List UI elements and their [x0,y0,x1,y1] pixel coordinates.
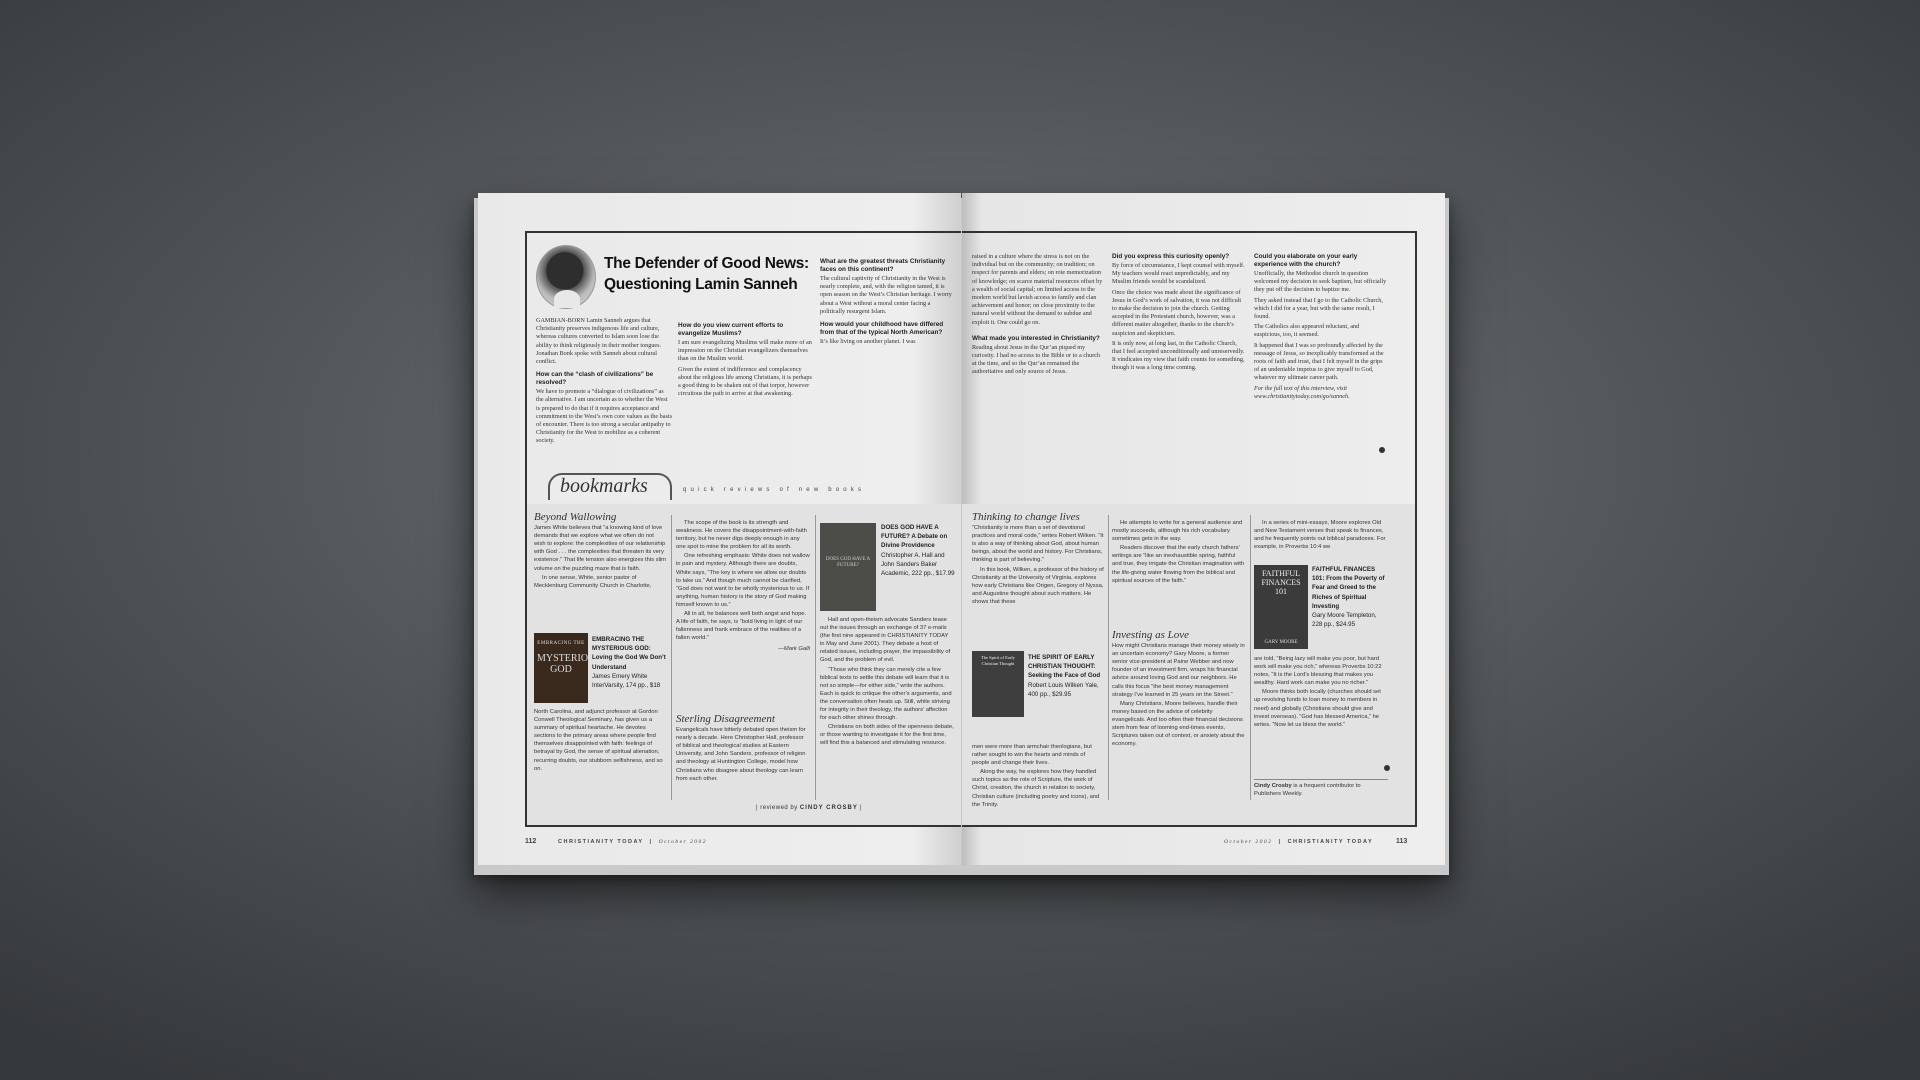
review-3-column-1b [972,743,1104,808]
answer-greatest-threats: The cultural captivity of Christianity in the West is nearly complete, and, with the religion tamed, it is open season on the West’s Christian heritage. I worry about a West without a moral center facing a politically resurgent Islam. [820,275,952,315]
review-heading-beyond-wallowing: Beyond Wallowing [534,511,617,523]
answer-clash-of-civilizations: We have to promote a “dialogue of civilizations” as the alternative. I am uncertain as to whether the West is prepared to do that if it requires acceptance and commitment to the West’s own core values as the basis of encounter. There is too strong a secular antipathy to Christianity for the West to mobilize as a coherent society. [536,388,672,445]
review-1-column-1b [534,708,666,798]
left-page [478,193,961,865]
review-heading-investing-as-love: Investing as Love [1112,629,1189,641]
end-mark-icon [1379,447,1385,453]
book-cover-does-god-have-a-future: DOES GOD HAVE A FUTURE? [820,523,876,611]
interview-column-5 [1112,253,1246,451]
review-paragraph: Hall and open-theism advocate Sanders tease out the issues through an exchange of 37 e-mails (the first nine appeared in CHRISTIANITY TODAY in May and June 2001). They debate a host of related issues, including prayer, the impassibility of God, and the problem of evil. [820,617,951,664]
review-heading-thinking-to-change-lives: Thinking to change lives [972,511,1080,523]
review-paragraph: Along the way, he explores how they handled such topics as the role of Scripture, the work of Christ, creation, the church in relation to society, Christian culture (including poetry and icons), and the Trinity. [972,769,1100,808]
interview-column-4 [972,253,1104,451]
answer-early-experience-4: It happened that I was so profoundly affected by the message of Jesus, so inexplicably transformed at the roots of faith and trust, that I felt myself in the grips of an undeniable impetus to give myself to God, whatever my ultimate career path. [1254,341,1384,382]
review-4-column-2 [1112,629,1246,801]
review-signature: —Mark Galli [778,646,810,653]
page-number-right: 113 [1396,838,1408,845]
full-text-web-note: For the full text of this interview, visit www.christianitytoday.com/go/sanneh. [1254,384,1350,400]
column-divider [1250,515,1251,800]
answer-curiosity-openly: By force of circumstance, I kept counsel with myself. My teachers would react unpredictably, and my Muslim friends would be scandalized. [1112,262,1245,286]
interview-column-3 [820,253,954,451]
contributor-note: Cindy Crosby is a frequent contributor to Publishers Weekly. [1254,779,1388,801]
review-1-column-1a [534,511,666,629]
review-2-column-2 [676,713,810,803]
review-paragraph: In this book, Wilken, a professor of the history of Christianity at the University of Virginia, explores how early Christians like Origen, Gregory of Nyssa, and Augustine thought about such matters. He shows that these [972,566,1104,605]
question-early-experience: Could you elaborate on your early experience with the church? [1254,253,1358,268]
review-paragraph: Moore thinks both locally (churches should set up revolving funds to loan money to members in need) and globally (Christians should give and invest overseas). “God has blessed America,” he writes. “Now let us bless the world.” [1254,689,1381,728]
interview-column-2 [678,317,814,451]
column-divider [815,515,816,800]
article-title: The Defender of Good News: Questioning Lamin Sanneh [604,255,809,293]
review-paragraph: How might Christians manage their money wisely in an uncertain economy? Gary Moore, a former senior vice-president at Paine Webber and now founder of an investment firm, wraps his financial advice around loving God and our neighbors. He calls this focus “the best money management strategy I’ve learned in 25 years on the Street.” [1112,643,1245,698]
answer-early-experience-2: They asked instead that I go to the Catholic Church, which I did for a year, but with the same result, I found. [1254,296,1383,321]
right-page-footer: October 2002 | CHRISTIANITY TODAY [1224,839,1374,845]
review-paragraph: “Christianity is more than a set of devotional practices and moral code,” writes Robert Wilken. “It is also a way of thinking about God, about human beings, about the world and history. For Christians, thinking is part of believing.” [972,525,1104,564]
review-paragraph: North Carolina, and adjunct professor at Gordon Conwell Theological Seminary, has given us a summary of spiritual heartache. He devotes sections to the primary areas where people find themselves disappointed with faith: feelings of betrayal by God, the sense of spiritual alienation, recurring doubts, our stubborn selfishness, and so on. [534,709,663,772]
question-childhood: How would your childhood have differed from that of the typical North American? [820,321,944,337]
review-4-column-3a [1254,519,1388,559]
review-heading-sterling-disagreement: Sterling Disagreement [676,713,775,725]
answer-curiosity-openly-3: It is only now, at long last, in the Catholic Church, that I feel accepted unconditionally and unreservedly. It vindicates my view that faith counts for something, though it was a long time coming. [1112,339,1245,372]
review-paragraph: Readers discover that the early church fathers’ writings are “like an inexhaustible spring, faithful and true, they irrigate the Christian imagination with the life-giving water flowing from the biblical and spiritual sources of the faith.” [1112,545,1245,584]
question-clash-of-civilizations: How can the “clash of civilizations” be resolved? [536,371,654,387]
question-greatest-threats: What are the greatest threats Christianity faces on this continent? [820,258,946,273]
question-interest-in-christianity: What made you interested in Christianity? [972,334,1100,342]
review-2-column-3 [820,616,954,801]
book-info-spirit-of-early-christian-thought: THE SPIRIT OF EARLY CHRISTIAN THOUGHT: Seeking the Face of God Robert Louis Wilken Yale, 400 pp., $29.95 [1028,654,1101,698]
interview-column-6 [1254,253,1388,451]
answer-early-experience-3: The Catholics also appeared reluctant, and suspicious, too, it seemed. [1254,323,1360,339]
review-paragraph: In one sense, White, senior pastor of Mecklenburg Community Church in Charlotte, [534,574,652,589]
column-divider [671,515,672,800]
answer-evangelize-muslims: I am sure evangelizing Muslims will make more of an impression on the Christian evangelizers themselves than on the Muslim world. [678,339,812,363]
end-mark-icon [1384,765,1390,771]
answer-childhood-continued: raised in a culture where the stress is not on the individual but on the community; on tradition; on respect for parents and elders; on rote memorization of knowledge; on scarce material resources offset by a wealth of social capital; on limited access to the modern world but lavish access to family and clan achievement and honor; on close proximity to the natural world without the demand to subdue and exploit it. One could go on. [972,253,1103,326]
reviewer-credit: | reviewed by CINDY CROSBY | [756,805,863,811]
page-number-left: 112 [525,838,537,845]
book-info-embracing-the-mysterious-god: EMBRACING THE MYSTERIOUS GOD: Loving the God We Don’t Understand James Emery White InterVarsity, 174 pp., $18 [592,636,666,690]
intro-paragraph: GAMBIAN-BORN Lamin Sanneh argues that Christianity preserves indigenous life and culture, whereas cultures converted to Islam soon lose the ability to think religiously in their mother tongues. Jonathan Bonk spoke with Sanneh about cultural conflict. [536,317,662,366]
lamin-sanneh-portrait [536,245,596,309]
review-paragraph: “Those who think they can merely cite a few biblical texts to settle this debate will learn that it is not so simple—for either side,” write the authors. Each is quick to critique the other’s arguments, and the conversation often heats up. Still, while striving for integrity in their theology, the authors’ affection for each other shines through. [820,666,952,722]
answer-evangelize-muslims-2: Given the extent of indifference and complacency about the religious life among Christians, it is perhaps a good thing to be shaken out of that torpor, however circuitous the path to arrive at that awakening. [678,365,812,398]
column-divider [1108,515,1109,800]
book-cover-spirit-of-early-christian-thought: The Spirit of Early Christian Thought [972,651,1024,717]
review-4-column-3b [1254,655,1388,773]
review-3-column-2 [1112,519,1246,627]
interview-column-1 [536,317,672,451]
review-paragraph: The scope of the book is its strength and weakness. He covers the disappointment-with-faith territory, but he never digs deeply enough in any one spot to mine the problem for all its worth. [676,520,807,551]
review-paragraph: Many Christians, Moore believes, handle their money based on the advice of celebrity evangelicals. And too often their financial decisions stem from fear of looming end-times events, Scriptures taken out of context, or anxiety about the economy. [1112,700,1245,748]
review-paragraph: men were more than armchair theologians, but rather sought to win the hearts and minds of people and change their lives. [972,744,1092,767]
left-page-footer: CHRISTIANITY TODAY | October 2002 [558,839,708,845]
review-paragraph: In a series of mini-essays, Moore explores Old and New Testament verses that speak to finances, and he frequently points out biblical paradoxes. For example, in Proverbs 10:4 we [1254,520,1386,551]
answer-curiosity-openly-2: Once the choice was made about the significance of Jesus in God’s work of salvation, it was not difficult to make the decision to join the church. Getting accepted in the Protestant church, however, was a different matter altogether, thanks to the church’s suspicion and skepticism. [1112,288,1242,337]
review-1-column-2 [676,519,810,709]
review-3-column-1a [972,511,1104,645]
answer-interest-in-christianity: Reading about Jesus in the Qur’an piqued my curiosity. I had no access to the Bible or to a church at the time, and so the Qur’an remained the authoritative and only source of Jesus. [972,343,1101,376]
book-cover-faithful-finances-101: FAITHFUL FINANCES 101 GARY MOORE [1254,565,1308,649]
bookmarks-subheading: quick reviews of new books [683,487,866,493]
bookmarks-heading: bookmarks [560,475,648,497]
answer-early-experience: Unofficially, the Methodist church in question welcomed my decision to seek baptism, but officially they put off the decision to baptize me. [1254,270,1387,294]
open-magazine [478,193,1445,870]
question-curiosity-openly: Did you express this curiosity openly? [1112,253,1230,260]
review-paragraph: Evangelicals have bitterly debated open theism for nearly a decade. Here Christopher Hall, professor of biblical and theological studies at Eastern University, and John Sanders, professor of religion and theology at Huntington College, model how Christians who disagree about theology can learn from each other. [676,727,806,782]
right-page [962,193,1445,865]
book-cover-embracing-the-mysterious-god: EMBRACING THE MYSTERIOUS GOD [534,633,588,703]
review-paragraph: He attempts to write for a general audience and mostly succeeds, although his rich vocabulary sometimes gets in the way. [1112,520,1243,543]
question-evangelize-muslims: How do you view current efforts to evangelize Muslims? [678,322,784,337]
book-info-does-god-have-a-future: DOES GOD HAVE A FUTURE? A Debate on Divine Providence Christopher A. Hall and John Sanders Baker Academic, 222 pp., $17.99 [881,524,955,578]
review-paragraph: are told, “Being lazy will make you poor, but hard work will make you rich,” whereas Proverbs 10:22 notes, “It is the Lord’s blessing that makes you wealthy. Hard work can make you no richer.” [1254,656,1382,687]
book-info-faithful-finances-101: FAITHFUL FINANCES 101: From the Poverty of Fear and Greed to the Riches of Spiritual Investing Gary Moore Templeton, 228 pp., $24.95 [1312,566,1385,629]
review-paragraph: One refreshing emphasis: White does not wallow in pain and mystery. Although there are doubts, White says, “The key is where we allow our doubts to take us.” And though much cannot be clarified, “God does not want to be wholly mysterious to us. If anything, human history is the story of God making himself known to us.” [676,553,810,608]
answer-childhood: It’s like living on another planet. I was [820,338,916,346]
review-paragraph: Christians on both sides of the openness debate, or those wanting to investigate it for the first time, will find this a balanced and stimulating resource. [820,724,954,747]
review-paragraph: All in all, he balances well both angst and hope. A life of faith, he says, is “bold living in light of our fallenness and frank embrace of the realities of a fallen world.” [676,611,807,642]
review-paragraph: James White believes that “a knowing kind of love demands that we explore what we often do not wish to explore: the complexities of our relationship with God . . . the complexities that threaten its very existence.” That life tension also energizes this slim volume on the puzzling maze that is faith. [534,525,666,572]
